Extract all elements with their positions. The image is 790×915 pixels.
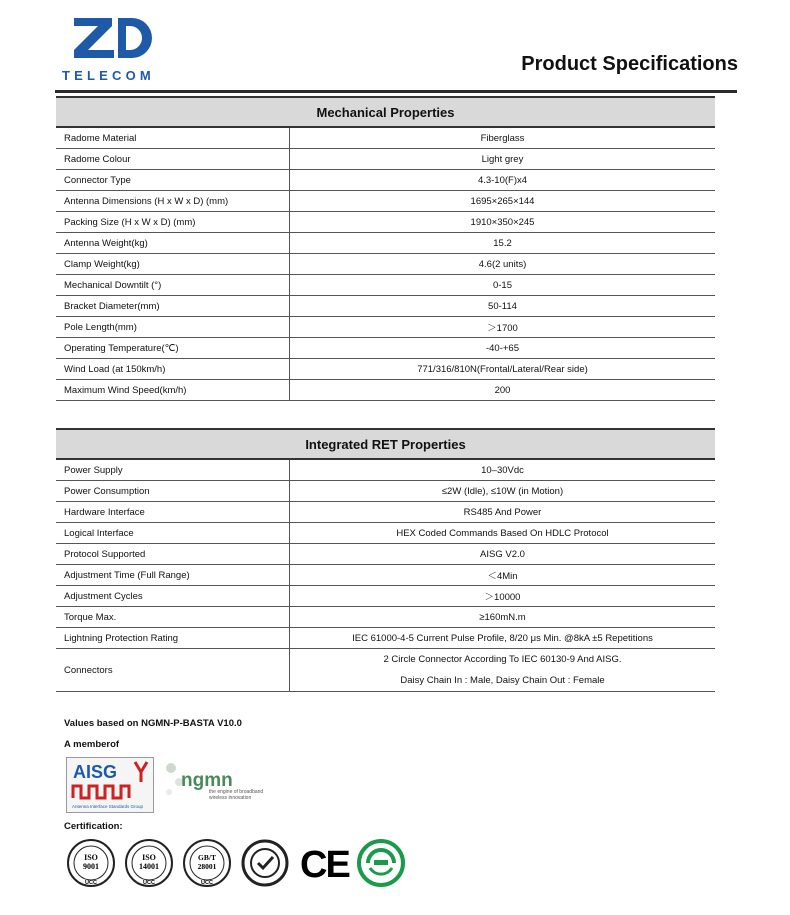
spec-value: ＞10000 — [290, 586, 716, 607]
aisg-logo-sub: Antenna Interface Standards Group — [72, 804, 144, 809]
spec-key: Antenna Weight(kg) — [56, 233, 290, 254]
spec-row — [56, 296, 715, 317]
spec-row — [56, 565, 715, 586]
spec-value: 1695×265×144 — [290, 191, 716, 212]
member-label: A memberof — [64, 739, 120, 750]
cert-seal-icon — [240, 838, 290, 888]
ret-heading: Integrated RET Properties — [56, 429, 715, 459]
spec-value: -40-+65 — [290, 338, 716, 359]
ngmn-logo-sub-2: wireless innovation — [209, 795, 252, 801]
spec-value: Fiberglass — [290, 127, 716, 149]
spec-row — [56, 523, 715, 544]
spec-row — [56, 459, 715, 481]
spec-key: Clamp Weight(kg) — [56, 254, 290, 275]
cert-bottom: 14001 — [139, 862, 159, 871]
cert-mark: UCC — [143, 880, 155, 886]
connectors-line-1: 2 Circle Connector According To IEC 60130-9 And AISG. — [383, 654, 622, 665]
spec-row — [56, 586, 715, 607]
ngmn-logo-sub-1: the engine of broadband — [209, 789, 264, 795]
spec-value: ≥160mN.m — [290, 607, 716, 628]
cert-top: ISO — [142, 853, 156, 862]
zd-logo-icon — [72, 14, 162, 64]
spec-value: 4.6(2 units) — [290, 254, 716, 275]
spec-value: AISG V2.0 — [290, 544, 716, 565]
cert-mark: UCC — [85, 880, 97, 886]
spec-key: Power Consumption — [56, 481, 290, 502]
ngmn-logo-text: ngmn — [181, 770, 233, 791]
ngmn-logo — [163, 760, 275, 806]
spec-value: 50-114 — [290, 296, 716, 317]
spec-row — [56, 481, 715, 502]
spec-row — [56, 170, 715, 191]
spec-row — [56, 380, 715, 401]
spec-row — [56, 275, 715, 296]
spec-key: Operating Temperature(℃) — [56, 338, 290, 359]
spec-key: Pole Length(mm) — [56, 317, 290, 338]
spec-key: Mechanical Downtilt (°) — [56, 275, 290, 296]
spec-key: Radome Colour — [56, 149, 290, 170]
spec-value — [290, 649, 716, 692]
spec-value: ＞1700 — [290, 317, 716, 338]
cert-top: GB/T — [198, 853, 216, 862]
spec-key: Connectors — [56, 649, 290, 692]
cert-top: ISO — [84, 853, 98, 862]
spec-value: 200 — [290, 380, 716, 401]
spec-row — [56, 191, 715, 212]
spec-value: IEC 61000-4-5 Current Pulse Profile, 8/20 μs Min. @8kA ±5 Repetitions — [290, 628, 716, 649]
ret-properties-table — [56, 428, 715, 692]
spec-value: Light grey — [290, 149, 716, 170]
title-divider — [55, 90, 737, 93]
spec-row — [56, 359, 715, 380]
spec-value: RS485 And Power — [290, 502, 716, 523]
connectors-line-2: Daisy Chain In : Male, Daisy Chain Out : Female — [400, 675, 605, 686]
iso-14001-badge-icon — [124, 838, 174, 888]
spec-key: Antenna Dimensions (H x W x D) (mm) — [56, 191, 290, 212]
spec-value: 10–30Vdc — [290, 459, 716, 481]
ce-mark: CE — [300, 844, 349, 886]
spec-key: Maximum Wind Speed(km/h) — [56, 380, 290, 401]
spec-value: ＜4Min — [290, 565, 716, 586]
certification-label: Certification: — [64, 821, 123, 832]
aisg-logo — [66, 757, 154, 813]
spec-row — [56, 127, 715, 149]
spec-value: 0-15 — [290, 275, 716, 296]
spec-key: Bracket Diameter(mm) — [56, 296, 290, 317]
spec-value: 771/316/810N(Frontal/Lateral/Rear side) — [290, 359, 716, 380]
gbt-28001-badge-icon — [182, 838, 232, 888]
spec-key: Radome Material — [56, 127, 290, 149]
spec-row — [56, 544, 715, 565]
spec-key: Adjustment Time (Full Range) — [56, 565, 290, 586]
spec-key: Lightning Protection Rating — [56, 628, 290, 649]
spec-key: Connector Type — [56, 170, 290, 191]
spec-row — [56, 628, 715, 649]
spec-key: Torque Max. — [56, 607, 290, 628]
spec-value: 15.2 — [290, 233, 716, 254]
spec-row — [56, 317, 715, 338]
cert-mark: UCC — [201, 880, 213, 886]
aisg-logo-text: AISG — [73, 762, 118, 782]
spec-key: Packing Size (H x W x D) (mm) — [56, 212, 290, 233]
spec-row — [56, 607, 715, 628]
spec-row-connectors — [56, 649, 715, 692]
spec-key: Power Supply — [56, 459, 290, 481]
spec-value: 4.3-10(F)x4 — [290, 170, 716, 191]
cert-bottom: 28001 — [197, 862, 217, 871]
company-logo — [62, 14, 172, 86]
spec-key: Wind Load (at 150km/h) — [56, 359, 290, 380]
mechanical-heading: Mechanical Properties — [56, 97, 715, 127]
spec-row — [56, 233, 715, 254]
spec-row — [56, 212, 715, 233]
spec-key: Protocol Supported — [56, 544, 290, 565]
page-title: Product Specifications — [521, 53, 738, 75]
spec-key: Hardware Interface — [56, 502, 290, 523]
spec-row — [56, 338, 715, 359]
values-note: Values based on NGMN-P-BASTA V10.0 — [64, 718, 242, 729]
cert-bottom: 9001 — [83, 862, 99, 871]
brand-name: TELECOM — [62, 68, 155, 83]
spec-row — [56, 149, 715, 170]
spec-value: ≤2W (Idle), ≤10W (in Motion) — [290, 481, 716, 502]
mechanical-properties-table — [56, 96, 715, 401]
spec-value: 1910×350×245 — [290, 212, 716, 233]
spec-value: HEX Coded Commands Based On HDLC Protocol — [290, 523, 716, 544]
spec-row — [56, 254, 715, 275]
rohs-green-icon — [356, 838, 406, 888]
spec-key: Logical Interface — [56, 523, 290, 544]
spec-row — [56, 502, 715, 523]
iso-9001-badge-icon — [66, 838, 116, 888]
spec-key: Adjustment Cycles — [56, 586, 290, 607]
